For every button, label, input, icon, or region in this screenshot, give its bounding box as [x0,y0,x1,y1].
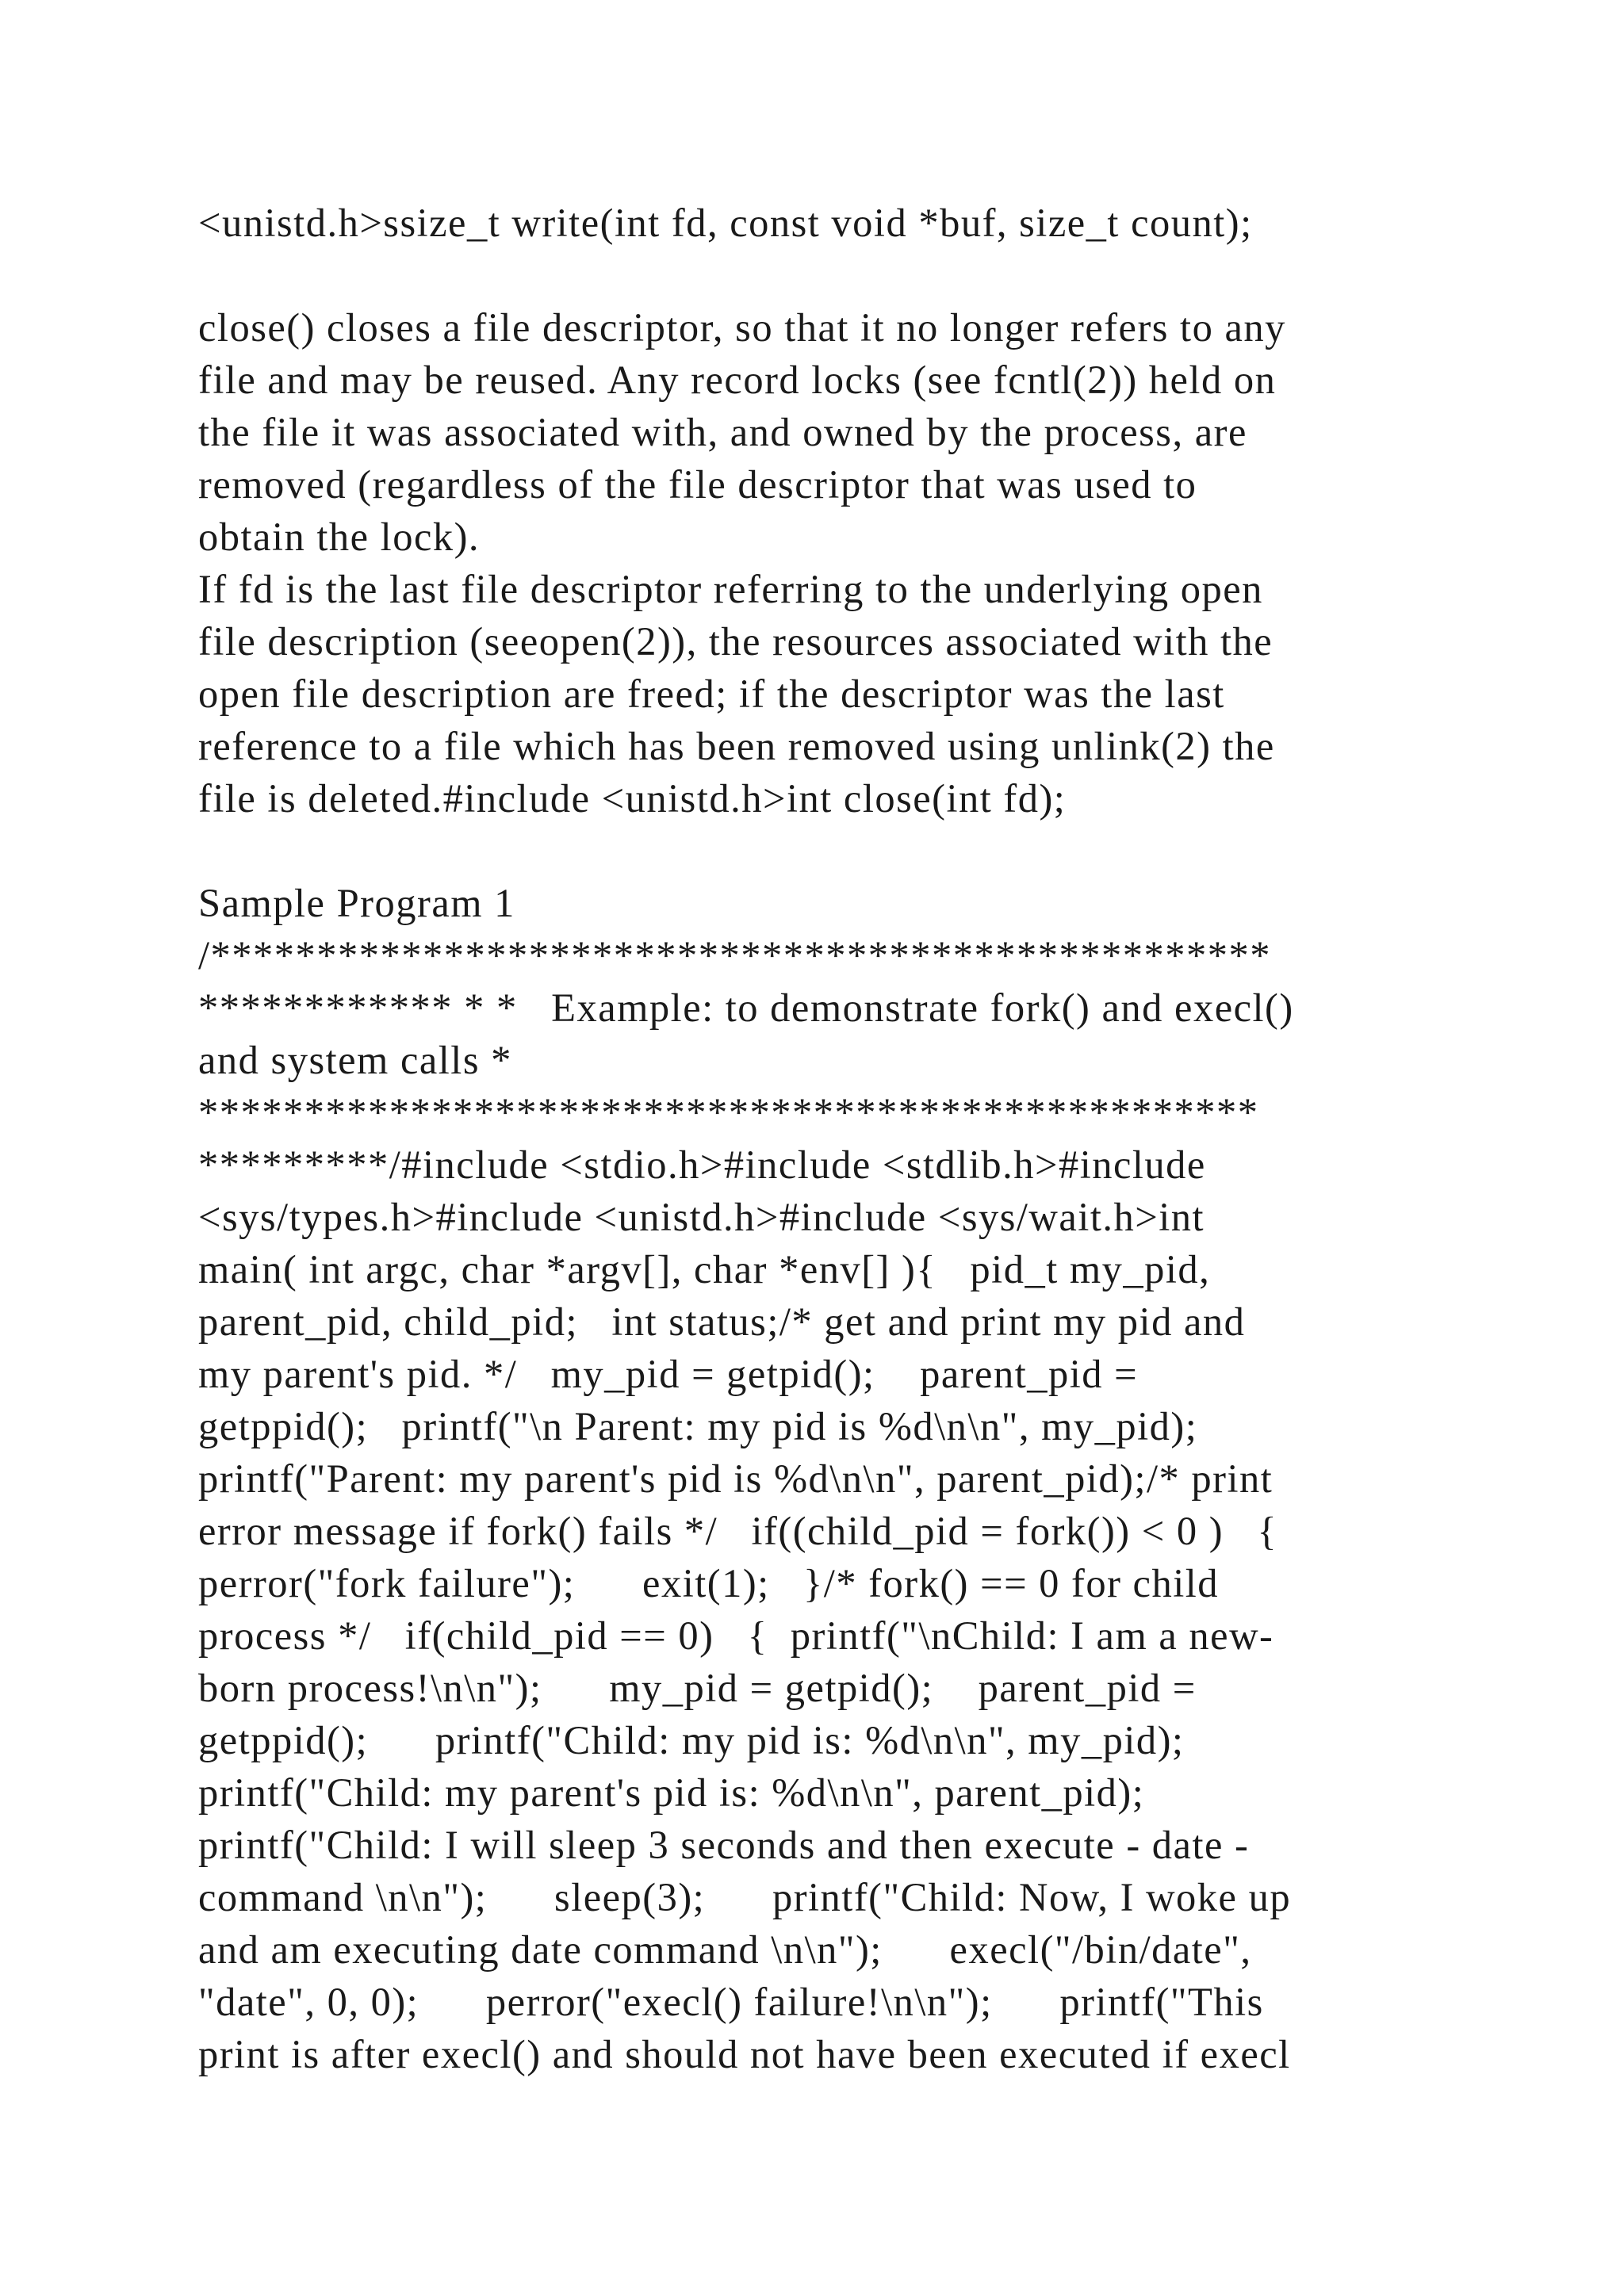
code-line: printf("Child: my parent's pid is: %d\n\n", parent_pid); [198,1770,1145,1815]
text-line: file description (seeopen(2)), the resources associated with the [198,619,1274,664]
code-line: born process!\n\n"); my_pid = getpid(); parent_pid = [198,1666,1197,1710]
blank-line [198,249,1459,301]
code-line: ************************************************** [198,1090,1259,1135]
text-line: close() closes a file descriptor, so that it no longer refers to any [198,305,1286,350]
text-line: <unistd.h>ssize_t write(int fd, const void *buf, size_t count); [198,201,1253,245]
section-heading: Sample Program 1 [198,881,515,925]
text-line: file is deleted.#include <unistd.h>int close(int fd); [198,776,1067,821]
code-line: perror("fork failure"); exit(1); }/* fork() == 0 for child [198,1561,1220,1605]
blank-line [198,825,1459,877]
document-body [198,197,1459,2080]
code-line: <sys/types.h>#include <unistd.h>#include <sys/wait.h>int [198,1195,1205,1239]
text-line: open file description are freed; if the descriptor was the last [198,672,1225,716]
code-line: error message if fork() fails */ if((child_pid = fork()) < 0 ) { [198,1509,1278,1553]
code-line: print is after execl() and should not have been executed if execl [198,2032,1291,2076]
code-line: /************************************************** [198,933,1272,978]
code-line: getppid(); printf("\n Parent: my pid is %d\n\n", my_pid); [198,1404,1198,1448]
code-line: printf("Parent: my parent's pid is %d\n\n", parent_pid);/* print [198,1456,1274,1501]
code-line: and am executing date command \n\n"); execl("/bin/date", [198,1927,1252,1972]
text-line: obtain the lock). [198,515,481,559]
text-line: If fd is the last file descriptor referring to the underlying open [198,567,1263,611]
code-line: and system calls * [198,1038,512,1082]
code-line: command \n\n"); sleep(3); printf("Child: Now, I woke up [198,1875,1292,1919]
code-line: printf("Child: I will sleep 3 seconds and then execute - date - [198,1823,1250,1867]
text-line: reference to a file which has been removed using unlink(2) the [198,724,1275,768]
code-line: my parent's pid. */ my_pid = getpid(); parent_pid = [198,1352,1139,1396]
code-line: process */ if(child_pid == 0) { printf("\nChild: I am a new- [198,1613,1274,1658]
code-line: *********/#include <stdio.h>#include <stdlib.h>#include [198,1142,1206,1187]
code-line: "date", 0, 0); perror("execl() failure!\n\n"); printf("This [198,1980,1264,2024]
text-line: file and may be reused. Any record locks (see fcntl(2)) held on [198,358,1277,402]
code-line: ************ * * Example: to demonstrate fork() and execl() [198,985,1294,1030]
code-line: parent_pid, child_pid; int status;/* get and print my pid and [198,1299,1246,1344]
text-line: the file it was associated with, and owned by the process, are [198,410,1247,454]
code-line: getppid(); printf("Child: my pid is: %d\n\n", my_pid); [198,1718,1185,1762]
code-line: main( int argc, char *argv[], char *env[] ){ pid_t my_pid, [198,1247,1211,1292]
text-line: removed (regardless of the file descriptor that was used to [198,462,1197,507]
